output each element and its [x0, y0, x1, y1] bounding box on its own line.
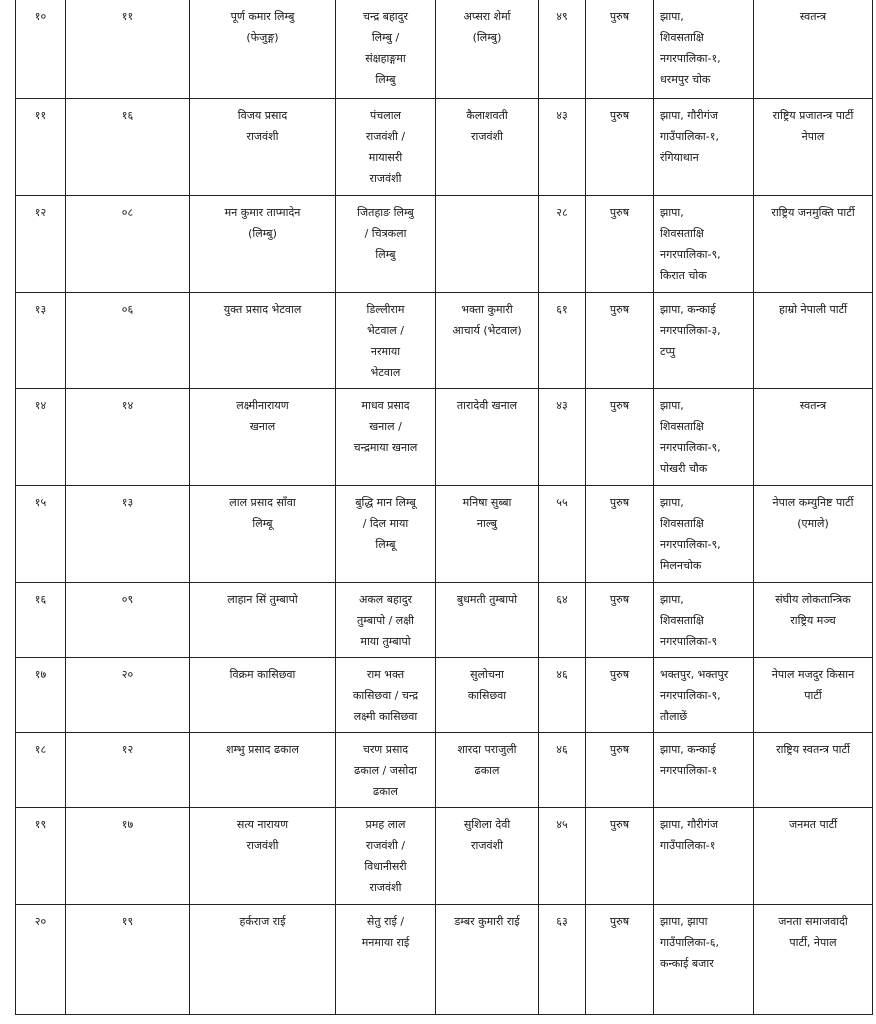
- age-cell: [539, 807, 586, 904]
- age-text: ४९: [556, 10, 568, 23]
- candidate-number-text: ०८: [121, 205, 134, 219]
- candidate-name-cell: [190, 98, 336, 195]
- gender-text: पुरुष: [609, 817, 630, 831]
- candidate-name-text: लाहान सिं तुम्बापो: [227, 592, 298, 606]
- gender-cell: [586, 195, 654, 292]
- age-cell: [539, 904, 586, 1014]
- gender-cell: [586, 98, 654, 195]
- spouse-name-cell: [436, 807, 539, 904]
- serial-number-text: १८: [34, 742, 47, 756]
- parents-name-cell: [336, 807, 436, 904]
- age-text: ४३: [556, 398, 568, 412]
- candidate-number-cell: [66, 195, 190, 292]
- spouse-name-cell: [436, 0, 539, 98]
- candidate-name-cell: [190, 732, 336, 807]
- table-row: [16, 657, 873, 732]
- party-text: जनमत पार्टी: [788, 817, 838, 831]
- candidate-name-text: विक्रम कासिछवा: [229, 667, 296, 681]
- gender-text: पुरुष: [609, 108, 630, 122]
- gender-cell: [586, 388, 654, 485]
- address-cell: [654, 657, 754, 732]
- address-text: झापा, शिवसताक्षि नगरपालिका-९, मिलनचोक: [660, 495, 721, 572]
- address-cell: [654, 582, 754, 657]
- address-text: झापा, शिवसताक्षि नगरपालिका-९, पोखरी चौक: [660, 398, 721, 475]
- age-text: ४५: [556, 817, 568, 831]
- gender-cell: [586, 904, 654, 1014]
- candidate-number-cell: [66, 807, 190, 904]
- candidate-number-text: १६: [121, 108, 134, 122]
- spouse-name-cell: [436, 98, 539, 195]
- party-cell: [754, 582, 873, 657]
- age-cell: [539, 98, 586, 195]
- serial-number-cell: [16, 388, 66, 485]
- candidate-name-cell: [190, 582, 336, 657]
- age-cell: [539, 582, 586, 657]
- age-text: ४६: [556, 667, 568, 681]
- candidate-number-text: १४: [121, 398, 134, 412]
- party-text: हाम्रो नेपाली पार्टी: [778, 302, 848, 316]
- party-text: राष्ट्रिय स्वतन्त्र पार्टी: [776, 742, 850, 756]
- table-row: [16, 98, 873, 195]
- age-cell: [539, 732, 586, 807]
- party-text: स्वतन्त्र: [799, 398, 827, 412]
- candidate-name-cell: [190, 807, 336, 904]
- parents-name-text: पंचलाल राजवंशी / मायासरी राजवंशी: [365, 108, 406, 185]
- gender-cell: [586, 0, 654, 98]
- party-cell: [754, 904, 873, 1014]
- table-row: [16, 0, 873, 98]
- candidate-name-text: पूर्ण कमार लिम्बु (फेजुङ्ग): [230, 10, 295, 44]
- age-cell: [539, 0, 586, 98]
- party-cell: [754, 807, 873, 904]
- party-cell: [754, 388, 873, 485]
- gender-cell: [586, 485, 654, 582]
- candidate-number-cell: [66, 732, 190, 807]
- parents-name-text: राम भक्त कासिछवा / चन्द्र लक्ष्मी कासिछवा: [352, 667, 419, 723]
- address-cell: [654, 904, 754, 1014]
- serial-number-cell: [16, 657, 66, 732]
- table-row: [16, 485, 873, 582]
- parents-name-cell: [336, 388, 436, 485]
- serial-number-cell: [16, 195, 66, 292]
- candidate-name-text: लक्ष्मीनारायण खनाल: [236, 398, 289, 433]
- age-text: ६१: [556, 302, 568, 316]
- spouse-name-text: सुलोचना कासिछवा: [467, 667, 507, 702]
- parents-name-cell: [336, 732, 436, 807]
- parents-name-text: जितहाङ लिम्बु / चित्रकला लिम्बु: [357, 205, 414, 261]
- address-text: झापा, कन्काई नगरपालिका-१: [660, 742, 718, 777]
- parents-name-text: चरण प्रसाद ढकाल / जसोदा ढकाल: [354, 742, 417, 798]
- candidate-name-cell: [190, 195, 336, 292]
- candidate-name-cell: [190, 485, 336, 582]
- parents-name-text: सेतु राई / मनमाया राई: [361, 914, 410, 949]
- candidate-number-text: १३: [121, 495, 134, 509]
- party-text: नेपाल मजदुर किसान पार्टी: [771, 667, 855, 702]
- spouse-name-cell: [436, 195, 539, 292]
- spouse-name-text: तारादेवी खनाल: [456, 398, 518, 412]
- party-text: जनता समाजवादी पार्टी, नेपाल: [778, 914, 848, 949]
- candidate-name-cell: [190, 657, 336, 732]
- gender-cell: [586, 292, 654, 388]
- address-cell: [654, 388, 754, 485]
- serial-number-text: १५: [34, 495, 47, 509]
- age-text: ६३: [556, 914, 568, 928]
- candidate-name-text: युक्त प्रसाद भेटवाल: [223, 302, 302, 316]
- party-text: नेपाल कम्युनिष्ट पार्टी (एमाले): [772, 495, 854, 530]
- gender-cell: [586, 732, 654, 807]
- table-row: [16, 388, 873, 485]
- serial-number-text: ११: [34, 108, 47, 122]
- parents-name-cell: [336, 582, 436, 657]
- address-text: झापा, गौरीगंज गाउँपालिका-१, रंगियाथान: [660, 108, 719, 164]
- spouse-name-text: कैलाशवती राजवंशी: [466, 108, 508, 143]
- age-text: ६४: [556, 592, 568, 606]
- parents-name-cell: [336, 485, 436, 582]
- age-text: २८: [556, 205, 568, 219]
- address-text: झापा, झापा गाउँपालिका-६, कन्काई बजार: [660, 914, 719, 970]
- gender-cell: [586, 657, 654, 732]
- candidate-number-cell: [66, 657, 190, 732]
- candidate-name-cell: [190, 0, 336, 98]
- gender-text: पुरुष: [609, 10, 630, 23]
- gender-text: पुरुष: [609, 495, 630, 509]
- parents-name-cell: [336, 904, 436, 1014]
- spouse-name-cell: [436, 904, 539, 1014]
- candidate-name-text: मन कुमार ताप्मादेन (लिम्बु): [224, 205, 301, 240]
- spouse-name-cell: [436, 485, 539, 582]
- spouse-name-cell: [436, 657, 539, 732]
- serial-number-text: १०: [34, 10, 47, 23]
- parents-name-cell: [336, 292, 436, 388]
- spouse-name-text: शारदा पराजुली ढकाल: [457, 742, 517, 777]
- spouse-name-cell: [436, 388, 539, 485]
- party-text: राष्ट्रिय प्रजातन्त्र पार्टी नेपाल: [772, 108, 854, 143]
- candidate-rows: [16, 0, 873, 1015]
- candidate-number-text: १२: [121, 742, 134, 756]
- parents-name-text: चन्द्र बहादुर लिम्बु / संक्षहाङ्गमा लिम्बु: [362, 10, 409, 86]
- parents-name-cell: [336, 0, 436, 98]
- spouse-name-cell: [436, 582, 539, 657]
- gender-cell: [586, 582, 654, 657]
- candidate-table: [15, 0, 873, 1015]
- parents-name-text: प्रमह लाल राजवंशी / विधानीसरी राजवंशी: [364, 817, 407, 894]
- candidate-number-cell: [66, 904, 190, 1014]
- parents-name-text: माधव प्रसाद खनाल / चन्द्रमाया खनाल: [353, 398, 418, 454]
- serial-number-cell: [16, 732, 66, 807]
- address-text: झापा, शिवसताक्षि नगरपालिका-९: [660, 592, 718, 648]
- candidate-list-page: [15, 0, 872, 1015]
- party-cell: [754, 657, 873, 732]
- candidate-name-text: शम्भु प्रसाद ढकाल: [226, 742, 299, 756]
- gender-text: पुरुष: [609, 398, 630, 412]
- serial-number-cell: [16, 292, 66, 388]
- parents-name-cell: [336, 657, 436, 732]
- candidate-number-cell: [66, 0, 190, 98]
- parents-name-text: अकल बहादुर तुम्बापो / लक्षी माया तुम्बापो: [357, 592, 414, 648]
- serial-number-text: १९: [34, 817, 47, 831]
- spouse-name-text: बुधमती तुम्बापो: [456, 592, 518, 606]
- candidate-number-text: ०९: [121, 592, 134, 606]
- table-row: [16, 732, 873, 807]
- table-row: [16, 195, 873, 292]
- table-row: [16, 292, 873, 388]
- gender-text: पुरुष: [609, 742, 630, 756]
- gender-text: पुरुष: [609, 592, 630, 606]
- address-text: झापा, शिवसताक्षि नगरपालिका-१, धरमपुर चोक: [660, 10, 721, 86]
- party-cell: [754, 98, 873, 195]
- age-cell: [539, 292, 586, 388]
- serial-number-text: २०: [34, 914, 47, 928]
- candidate-name-text: हर्कराज राई: [239, 914, 286, 928]
- age-cell: [539, 485, 586, 582]
- parents-name-cell: [336, 195, 436, 292]
- serial-number-text: १२: [34, 205, 47, 219]
- gender-cell: [586, 807, 654, 904]
- serial-number-cell: [16, 485, 66, 582]
- table-row: [16, 904, 873, 1014]
- address-text: झापा, शिवसताक्षि नगरपालिका-९, किरात चोक: [660, 205, 721, 282]
- serial-number-cell: [16, 98, 66, 195]
- age-text: ५५: [556, 495, 568, 509]
- parents-name-text: बुद्धि मान लिम्बू / दिल माया लिम्बू: [355, 495, 416, 551]
- age-text: ४६: [556, 742, 568, 756]
- address-cell: [654, 807, 754, 904]
- party-cell: [754, 292, 873, 388]
- serial-number-cell: [16, 0, 66, 98]
- candidate-number-cell: [66, 292, 190, 388]
- parents-name-cell: [336, 98, 436, 195]
- gender-text: पुरुष: [609, 205, 630, 219]
- candidate-number-text: १९: [121, 914, 134, 928]
- candidate-number-text: ११: [121, 10, 134, 23]
- age-cell: [539, 195, 586, 292]
- spouse-name-cell: [436, 732, 539, 807]
- candidate-number-cell: [66, 582, 190, 657]
- age-text: ४३: [556, 108, 568, 122]
- gender-text: पुरुष: [609, 667, 630, 681]
- spouse-name-text: भक्ता कुमारी आचार्य (भेटवाल): [452, 302, 522, 337]
- serial-number-text: १६: [34, 592, 47, 606]
- party-cell: [754, 732, 873, 807]
- spouse-name-text: सुशिला देवी राजवंशी: [463, 817, 511, 852]
- serial-number-text: १७: [34, 667, 47, 681]
- gender-text: पुरुष: [609, 302, 630, 316]
- candidate-name-text: लाल प्रसाद साँवा लिम्बू: [229, 495, 296, 530]
- candidate-name-text: सत्य नारायण राजवंशी: [236, 817, 289, 852]
- serial-number-cell: [16, 807, 66, 904]
- address-text: झापा, गौरीगंज गाउँपालिका-१: [660, 817, 718, 852]
- candidate-name-cell: [190, 904, 336, 1014]
- spouse-name-text: मनिषा सुब्बा नाल्बु: [462, 495, 512, 530]
- gender-text: पुरुष: [609, 914, 630, 928]
- candidate-number-cell: [66, 388, 190, 485]
- candidate-number-cell: [66, 98, 190, 195]
- candidate-number-cell: [66, 485, 190, 582]
- serial-number-cell: [16, 582, 66, 657]
- address-cell: [654, 0, 754, 98]
- address-text: झापा, कन्काई नगरपालिका-३, टप्पु: [660, 302, 721, 358]
- candidate-number-text: ०६: [121, 302, 134, 316]
- serial-number-text: १३: [34, 302, 47, 316]
- party-text: राष्ट्रिय जनमुक्ति पार्टी: [771, 205, 855, 219]
- address-cell: [654, 195, 754, 292]
- spouse-name-cell: [436, 292, 539, 388]
- party-cell: [754, 0, 873, 98]
- address-cell: [654, 732, 754, 807]
- table-row: [16, 807, 873, 904]
- party-text: स्वतन्त्र: [799, 10, 827, 23]
- spouse-name-text: अप्सरा शेर्मा (लिम्बु): [463, 10, 511, 44]
- age-cell: [539, 388, 586, 485]
- serial-number-text: १४: [34, 398, 47, 412]
- candidate-number-text: २०: [121, 667, 134, 681]
- party-text: संघीय लोकतान्त्रिक राष्ट्रिय मञ्च: [775, 592, 851, 627]
- address-cell: [654, 98, 754, 195]
- table-row: [16, 582, 873, 657]
- address-cell: [654, 485, 754, 582]
- candidate-name-cell: [190, 292, 336, 388]
- address-text: भक्तपुर, भक्तपुर नगरपालिका-९, तौलाछें: [660, 667, 729, 723]
- candidate-name-text: विजय प्रसाद राजवंशी: [237, 108, 288, 143]
- spouse-name-text: डम्बर कुमारी राई: [454, 914, 520, 928]
- age-cell: [539, 657, 586, 732]
- serial-number-cell: [16, 904, 66, 1014]
- parents-name-text: डिल्लीराम भेटवाल / नरमाया भेटवाल: [366, 302, 405, 379]
- candidate-number-text: १७: [121, 817, 134, 831]
- candidate-name-cell: [190, 388, 336, 485]
- address-cell: [654, 292, 754, 388]
- party-cell: [754, 485, 873, 582]
- party-cell: [754, 195, 873, 292]
